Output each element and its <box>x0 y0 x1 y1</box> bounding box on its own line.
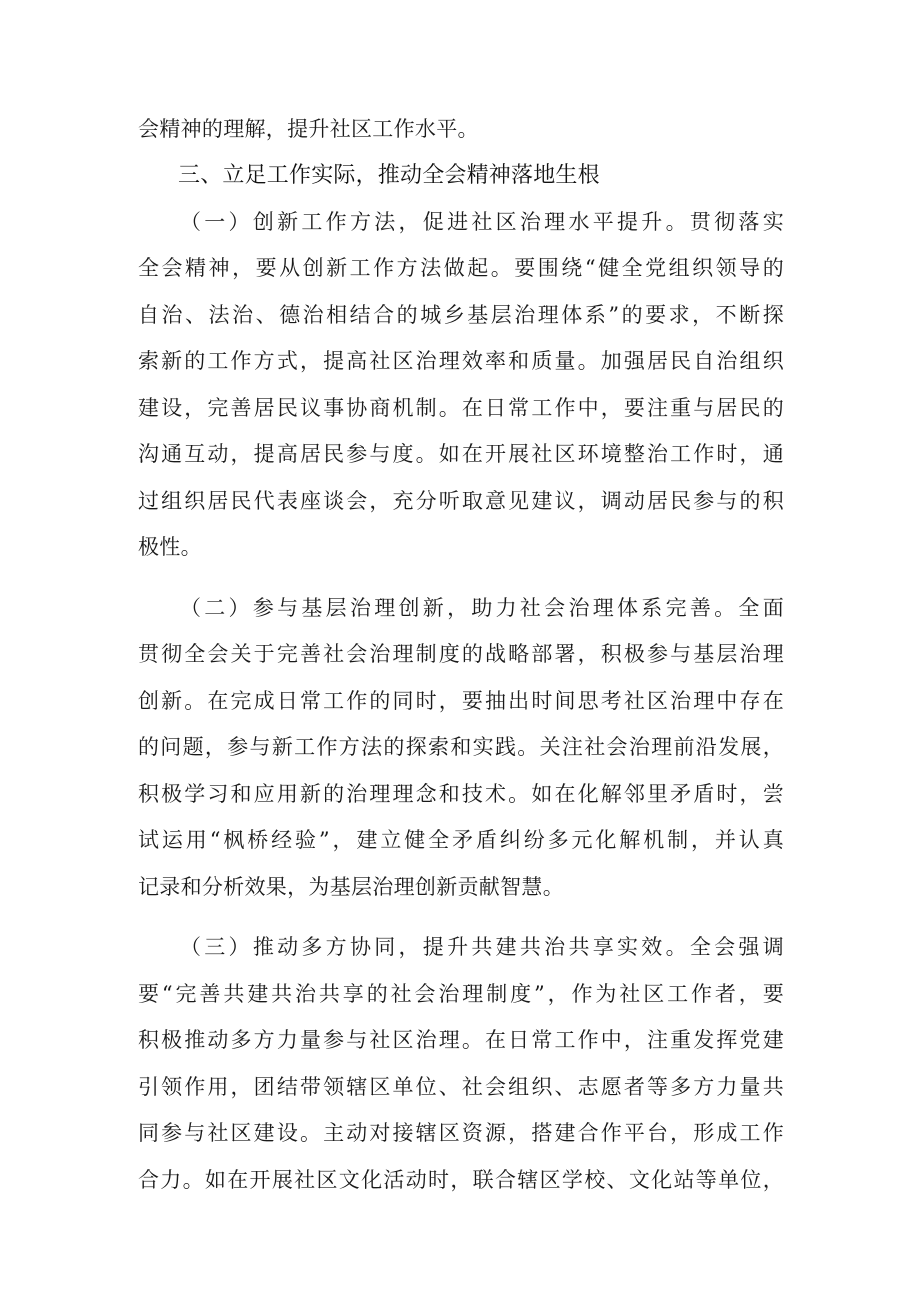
paragraph-line: 要“完善共建共治共享的社会治理制度”，作为社区工作者，要 <box>138 981 784 1006</box>
paragraph-line: 记录和分析效果，为基层治理创新贡献智慧。 <box>138 874 564 899</box>
lead-line: 会精神的理解，提升社区工作水平。 <box>138 117 479 141</box>
paragraph-line: 试运用“枫桥经验”，建立健全矛盾纠纷多元化解机制，并认真 <box>138 828 784 852</box>
paragraph-line: 积极推动多方力量参与社区治理。在日常工作中，注重发挥党建 <box>138 1028 784 1052</box>
paragraph-1 <box>138 199 784 571</box>
paragraph-spacer <box>138 910 784 924</box>
paragraph-line: 索新的工作方式，提高社区治理效率和质量。加强居民自治组织 <box>138 349 784 373</box>
paragraph-line: 贯彻全会关于完善社会治理制度的战略部署，积极参与基层治理 <box>138 642 784 666</box>
paragraph-line: 过组织居民代表座谈会，充分听取意见建议，调动居民参与的积 <box>138 488 784 513</box>
paragraph-3 <box>138 924 784 1203</box>
paragraph-line: 引领作用，团结带领辖区单位、社会组织、志愿者等多方力量共 <box>138 1074 784 1099</box>
paragraph-line: 极性。 <box>138 535 202 559</box>
paragraph-line: 积极学习和应用新的治理理念和技术。如在化解邻里矛盾时，尝 <box>138 781 784 806</box>
paragraph-line: 自治、法治、德治相结合的城乡基层治理体系”的要求，不断探 <box>138 302 784 327</box>
paragraph-line: 同参与社区建设。主动对接辖区资源，搭建合作平台，形成工作 <box>138 1121 784 1145</box>
paragraph-line: 沟通互动，提高居民参与度。如在开展社区环境整治工作时，通 <box>138 442 784 466</box>
document-body <box>138 106 784 1203</box>
paragraph-line: 的问题，参与新工作方法的探索和实践。关注社会治理前沿发展， <box>138 735 784 759</box>
paragraph-line: （一）创新工作方法，促进社区治理水平提升。贯彻落实 <box>180 209 784 234</box>
section-heading: 三、立足工作实际，推动全会精神落地生根 <box>178 162 600 188</box>
paragraph-line: 建设，完善居民议事协商机制。在日常工作中，要注重与居民的 <box>138 395 784 420</box>
paragraph-line: 合力。如在开展社区文化活动时，联合辖区学校、文化站等单位， <box>138 1167 784 1192</box>
paragraph-2 <box>138 585 784 911</box>
paragraph-line: 创新。在完成日常工作的同时，要抽出时间思考社区治理中存在 <box>138 688 784 713</box>
paragraph-spacer <box>138 571 784 585</box>
paragraph-line: （三）推动多方协同，提升共建共治共享实效。全会强调 <box>180 935 784 959</box>
paragraph-line: （二）参与基层治理创新，助力社会治理体系完善。全面 <box>180 595 784 620</box>
paragraph-line: 全会精神，要从创新工作方法做起。要围绕“健全党组织领导的 <box>138 256 784 280</box>
